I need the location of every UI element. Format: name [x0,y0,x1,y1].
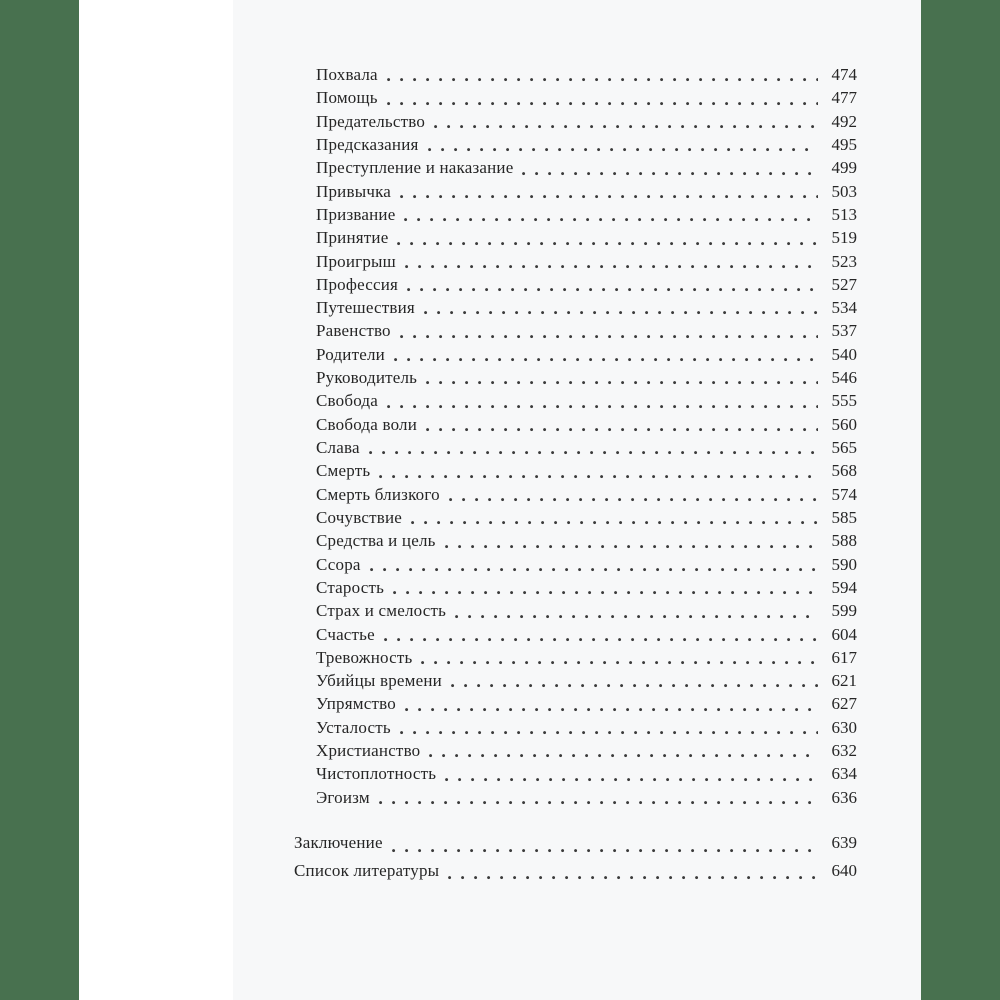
toc-entry-label: Тревожность [316,647,413,667]
toc-row [316,692,857,715]
toc-page-number: 560 [831,414,857,434]
dotted-leader [404,215,818,222]
toc-row [316,762,857,785]
toc-entry-label: Проигрыш [316,251,396,271]
toc-page-number: 523 [831,251,857,271]
toc-page-number: 590 [831,554,857,574]
toc-row [316,553,857,576]
toc-row [316,506,857,529]
dotted-leader [387,99,818,106]
toc-entry-label: Предательство [316,111,426,131]
dotted-leader [384,635,818,642]
toc-entry-list [294,63,857,809]
toc-entry-label: Равенство [316,321,391,341]
toc-page-number: 599 [831,601,857,621]
toc-entry-label: Эгоизм [316,787,370,807]
toc-page-number: 617 [831,647,857,667]
toc-row [316,786,857,809]
toc-page-number: 499 [831,158,857,178]
toc-row [316,133,857,156]
toc-page-number: 534 [831,298,857,318]
toc-entry-label: Ссора [316,554,361,574]
toc-row [316,529,857,552]
dotted-leader [400,192,818,199]
toc-entry-label: Свобода воли [316,414,418,434]
toc-row [316,250,857,273]
toc-entry-label: Помощь [316,88,378,108]
toc-entry-label: Сочувствие [316,507,403,527]
dotted-leader [434,122,818,129]
toc-page-number: 519 [831,228,857,248]
dotted-leader [393,588,818,595]
toc-entry-label: Свобода [316,391,379,411]
toc-page-number: 627 [831,694,857,714]
dotted-leader [405,705,818,712]
book-page [233,0,921,1000]
toc-footer-list [294,829,857,884]
toc-entry-label: Счастье [316,624,375,644]
toc-page-number: 621 [831,671,857,691]
toc-page-number: 630 [831,717,857,737]
dotted-leader [426,378,818,385]
dotted-leader [449,495,818,502]
dotted-leader [387,402,818,409]
toc-page-number: 527 [831,274,857,294]
toc-entry-label: Преступление и наказание [316,158,514,178]
toc-entry-label: Христианство [316,741,421,761]
toc-row [316,436,857,459]
toc-row [316,389,857,412]
dotted-leader [397,239,818,246]
toc-row [316,226,857,249]
dotted-leader [407,285,818,292]
toc-page-number: 568 [831,461,857,481]
toc-entry-label: Смерть близкого [316,484,440,504]
toc-row [294,857,857,885]
toc-entry-label: Усталость [316,717,391,737]
toc-entry-label: Путешествия [316,298,415,318]
toc-page-number: 636 [831,787,857,807]
dotted-leader [400,332,818,339]
dotted-leader [455,612,818,619]
toc-entry-label: Похвала [316,65,378,84]
toc-row [316,156,857,179]
toc-row [316,319,857,342]
toc-entry-label: Смерть [316,461,371,481]
toc-page-number: 594 [831,577,857,597]
toc-page-number: 477 [831,88,857,108]
toc-page-number: 540 [831,344,857,364]
toc-entry-label: Родители [316,344,385,364]
toc-entry-label: Руководитель [316,368,418,388]
toc-row [316,296,857,319]
toc-page-number: 474 [831,65,857,84]
dotted-leader [445,542,818,549]
toc-row [316,483,857,506]
toc-entry-label: Убийцы времени [316,671,442,691]
dotted-leader [370,565,818,572]
dotted-leader [428,145,818,152]
toc-page-number: 495 [831,134,857,154]
toc-row [316,180,857,203]
dotted-leader [379,472,818,479]
toc-row [316,413,857,436]
toc-page-number: 640 [831,860,857,880]
toc-entry-label: Чистоплотность [316,764,437,784]
dotted-leader [392,846,818,853]
toc-page-number: 588 [831,531,857,551]
toc-row [316,576,857,599]
table-of-contents [294,63,857,884]
book-cover-edge-left [0,0,79,1000]
toc-row [316,273,857,296]
toc-page-number: 574 [831,484,857,504]
toc-entry-label: Упрямство [316,694,396,714]
toc-page-number: 546 [831,368,857,388]
toc-row [316,366,857,389]
dotted-leader [421,658,818,665]
book-cover-edge-right [921,0,1000,1000]
toc-page-number: 632 [831,741,857,761]
toc-row [316,86,857,109]
toc-entry-label: Профессия [316,274,399,294]
dotted-leader [387,75,818,82]
toc-row [316,716,857,739]
dotted-leader [429,751,818,758]
toc-entry-label: Список литературы [294,860,440,880]
toc-page-number: 492 [831,111,857,131]
toc-row [316,203,857,226]
toc-page-number: 503 [831,181,857,201]
toc-row [316,623,857,646]
toc-entry-label: Заключение [294,833,383,852]
toc-entry-label: Предсказания [316,134,419,154]
dotted-leader [522,169,818,176]
dotted-leader [369,448,818,455]
toc-page-number: 537 [831,321,857,341]
dotted-leader [451,681,818,688]
toc-page-number: 585 [831,507,857,527]
dotted-leader [411,518,818,525]
toc-page-number: 565 [831,438,857,457]
dotted-leader [394,355,818,362]
toc-entry-label: Привычка [316,181,392,201]
toc-page-number: 513 [831,204,857,224]
toc-entry-label: Призвание [316,204,396,224]
toc-page-number: 634 [831,764,857,784]
toc-row [316,63,857,86]
dotted-leader [445,775,818,782]
toc-entry-label: Принятие [316,228,389,248]
toc-page-number: 555 [831,391,857,411]
toc-page-number: 639 [831,833,857,852]
toc-page-number: 604 [831,624,857,644]
toc-row [316,646,857,669]
toc-row [316,459,857,482]
toc-entry-label: Старость [316,577,385,597]
dotted-leader [400,728,818,735]
dotted-leader [448,873,818,880]
toc-row [316,343,857,366]
toc-row [316,669,857,692]
dotted-leader [424,308,818,315]
toc-row [294,829,857,857]
dotted-leader [405,262,818,269]
dotted-leader [379,798,818,805]
toc-entry-label: Страх и смелость [316,601,447,621]
toc-entry-label: Слава [316,438,360,457]
toc-row [316,599,857,622]
toc-row [316,110,857,133]
toc-entry-label: Средства и цель [316,531,436,551]
dotted-leader [426,425,818,432]
toc-row [316,739,857,762]
